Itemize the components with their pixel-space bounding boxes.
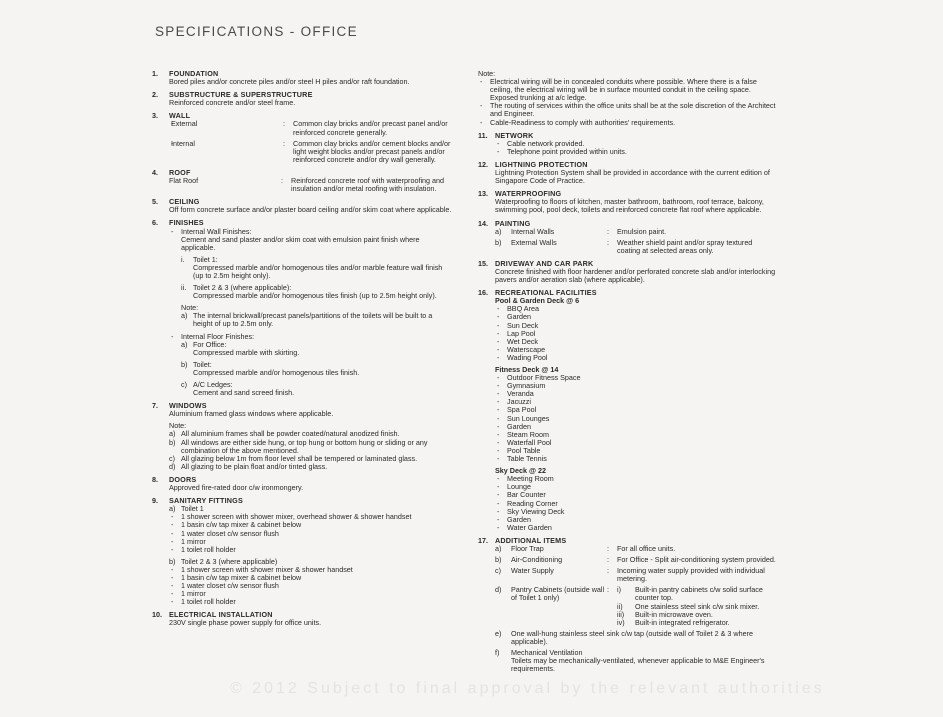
section-recreational	[478, 289, 776, 532]
list-item: - Water Garden	[495, 524, 776, 532]
toilet-1-item	[169, 256, 452, 280]
section-foundation	[152, 70, 452, 86]
list-item: - Spa Pool	[495, 406, 776, 414]
section-heading: PAINTING	[495, 218, 531, 228]
list-item: - 1 shower screen with shower mixer, overhead shower & shower handset	[169, 513, 452, 521]
list-item: - 1 toilet roll holder	[169, 546, 452, 554]
windows-note	[169, 439, 452, 455]
list-item: - Reading Corner	[495, 500, 776, 508]
section-number: 11.	[478, 130, 488, 140]
list-item: - Garden	[495, 313, 776, 321]
floor-office-item	[169, 341, 452, 357]
row-text: Common clay bricks and/or cement blocks and/or light weight blocks and/or precast panels and/or reinforced concrete and/or dry wall generally.	[293, 138, 451, 164]
item-label: iv)	[617, 617, 625, 627]
list-item: - Sky Viewing Deck	[495, 508, 776, 516]
section-number: 12.	[478, 159, 488, 169]
page-title: SPECIFICATIONS - OFFICE	[155, 24, 358, 39]
list-item: - Jacuzzi	[495, 398, 776, 406]
list-item: - 1 basin c/w tap mixer & cabinet below	[169, 574, 452, 582]
subheading: - Internal Wall Finishes:	[169, 228, 452, 236]
section-number: 6.	[152, 218, 158, 228]
list-item: - Steam Room	[495, 431, 776, 439]
list-item: - 1 water closet c/w sensor flush	[169, 582, 452, 590]
list-item: - BBQ Area	[495, 305, 776, 313]
row-text: Common clay bricks and/or precast panel and/or reinforced concrete generally.	[293, 119, 448, 137]
list-item: - Veranda	[495, 390, 776, 398]
painting-internal-row: a) Internal Walls : Emulsion paint.	[495, 228, 776, 236]
list-item: - Waterfall Pool	[495, 439, 776, 447]
section-heading: WATERPROOFING	[495, 189, 562, 199]
section-number: 16.	[478, 288, 488, 298]
section-text: Approved fire-rated door c/w ironmongery.	[169, 483, 304, 493]
item-text: Built-in pantry cabinets c/w solid surface counter top.	[635, 585, 763, 603]
note-text: The internal brickwall/precast panels/partitions of the toilets will be built to a height of up to 2.5m only.	[193, 311, 433, 329]
list-item: - Sun Lounges	[495, 415, 776, 423]
finishes-note	[169, 304, 452, 328]
section-heading: ELECTRICAL INSTALLATION	[169, 610, 273, 620]
section-number: 8.	[152, 474, 158, 484]
list-item: - Waterscape	[495, 346, 776, 354]
section-driveway	[478, 260, 776, 284]
list-item: - 1 toilet roll holder	[169, 598, 452, 606]
section-finishes	[152, 219, 452, 397]
windows-note	[169, 463, 452, 471]
section-heading: WINDOWS	[169, 401, 207, 411]
additional-ventilation	[495, 649, 776, 673]
item-heading: Toilet 1	[181, 504, 204, 514]
section-painting	[478, 220, 776, 255]
section-windows	[152, 402, 452, 471]
toilet-23-item	[169, 284, 452, 300]
electrical-notes	[478, 70, 776, 127]
section-text: Bored piles and/or concrete piles and/or steel H piles and/or raft foundation.	[169, 77, 410, 87]
item-label: a)	[181, 339, 188, 349]
list-item: - 1 basin c/w tap mixer & cabinet below	[169, 521, 452, 529]
note-text: All windows are either side hung, or top hung or bottom hung or sliding or any combination of the above mentioned.	[181, 437, 428, 455]
row-text: Emulsion paint.	[617, 226, 667, 236]
section-text: Reinforced concrete and/or steel frame.	[169, 98, 296, 108]
section-heading: NETWORK	[495, 130, 534, 140]
row-text: For all office units.	[617, 543, 676, 553]
note-heading: Note:	[169, 421, 187, 431]
list-item: - 1 mirror	[169, 538, 452, 546]
section-number: 2.	[152, 90, 158, 100]
item-label: a)	[169, 504, 176, 514]
item-label: f)	[495, 648, 500, 657]
row-text: Weather shield paint and/or spray textured coating at selected areas only.	[617, 237, 753, 255]
facility-group-heading: Fitness Deck @ 14	[495, 365, 559, 374]
item-text: Compressed marble with skirting.	[193, 347, 300, 357]
item-text: Compressed marble and/or homogenous tiles finish (up to 2.5m height only).	[193, 291, 437, 301]
item-heading: Toilet 2 & 3 (where applicable):	[193, 283, 292, 293]
section-heading: LIGHTNING PROTECTION	[495, 159, 588, 169]
section-text: 230V single phase power supply for office units.	[169, 618, 322, 628]
item-label: e)	[495, 628, 502, 638]
item-text: Toilets may be mechanically-ventilated, whenever applicable to M&E Engineer's requirements.	[511, 656, 765, 674]
section-number: 3.	[152, 111, 158, 121]
section-network	[478, 132, 776, 156]
painting-external-row: b) External Walls : Weather shield paint and/or spray textured coating at selected areas only.	[495, 239, 776, 255]
item-label: i)	[617, 585, 621, 595]
list-item: - Cable network provided.	[495, 140, 776, 148]
row-label: Internal Walls	[511, 226, 555, 236]
section-heading: ROOF	[169, 167, 191, 177]
list-item: - 1 water closet c/w sensor flush	[169, 530, 452, 538]
floor-toilet-item	[169, 361, 452, 377]
section-number: 5.	[152, 197, 158, 207]
section-electrical	[152, 611, 452, 627]
subheading: - Internal Floor Finishes:	[169, 333, 452, 341]
note-text: - The routing of services within the office units shall be at the sole discretion of the Architect and Engineer.	[478, 102, 776, 118]
row-label: Air-Conditioning	[511, 555, 563, 565]
section-heading: RECREATIONAL FACILITIES	[495, 288, 597, 298]
row-label: Water Supply	[511, 566, 554, 576]
note-text: All glazing below 1m from floor level shall be tempered or laminated glass.	[181, 453, 418, 463]
list-item: - Table Tennis	[495, 455, 776, 463]
wall-internal-row: - Internal : Common clay bricks and/or cement blocks and/or light weight blocks and/or precast panels and/or reinforced concrete and/or dry wall generally.	[169, 140, 452, 164]
row-text: Reinforced concrete roof with waterproofing and insulation and/or metal roofing with insulation.	[291, 176, 445, 194]
item-heading: Toilet 1:	[193, 254, 218, 264]
row-label: Floor Trap	[511, 543, 544, 553]
additional-water-supply: c) Water Supply : Incoming water supply provided with individual metering.	[495, 567, 776, 583]
item-label: a)	[169, 429, 176, 439]
section-text: Cement and sand plaster and/or skim coat with emulsion paint finish where applicable.	[181, 234, 420, 252]
section-number: 14.	[478, 218, 488, 228]
section-heading: CEILING	[169, 197, 200, 207]
item-heading: Mechanical Ventilation	[511, 648, 583, 657]
row-label: - External	[169, 120, 283, 136]
additional-pantry: d) Pantry Cabinets (outside wall of Toilet 1 only) : i) Built-in pantry cabinets c/w solid surface counter top. ii) One stainless steel sink c/w sink mixer. iii) Built-in microwave oven. iv) Built-in integrated refrigerator.	[495, 586, 776, 626]
section-heading: FOUNDATION	[169, 69, 219, 78]
item-text: Built-in microwave oven.	[635, 609, 713, 619]
section-heading: SANITARY FITTINGS	[169, 496, 243, 506]
item-text: Compressed marble and/or homogenous tiles and/or marble feature wall finish (up to 2.5m height only).	[193, 262, 443, 280]
list-item: - Gymnasium	[495, 382, 776, 390]
list-item: - Meeting Room	[495, 475, 776, 483]
item-text: Cement and sand screed finish.	[193, 388, 295, 398]
item-label: iii)	[617, 609, 625, 619]
item-heading: A/C Ledges:	[193, 380, 233, 389]
row-text: One wall-hung stainless steel sink c/w tap (outside wall of Toilet 2 & 3 where applicable).	[511, 628, 753, 646]
note-text: All aluminium frames shall be powder coated/natural anodized finish.	[181, 429, 400, 439]
item-label: c)	[495, 566, 501, 576]
section-substructure	[152, 91, 452, 107]
list-item: - Telephone point provided within units.	[495, 148, 776, 156]
additional-air-conditioning: b) Air-Conditioning : For Office - Split air-conditioning system provided.	[495, 555, 776, 565]
roof-row: Flat Roof : Reinforced concrete roof with waterproofing and insulation and/or metal roofing with insulation.	[169, 177, 452, 193]
section-number: 17.	[478, 535, 488, 545]
row-label: External Walls	[511, 237, 557, 247]
row-label: Flat Roof	[169, 176, 199, 186]
section-text: Waterproofing to floors of kitchen, master bathroom, bathroom, roof terrace, balcony, swimming pool, pool deck, toilets and reinforced concrete flat roof where applicable.	[495, 197, 764, 215]
section-heading: DRIVEWAY AND CAR PARK	[495, 258, 594, 268]
section-sanitary	[152, 497, 452, 606]
section-roof	[152, 169, 452, 193]
list-item: - Garden	[495, 516, 776, 524]
item-label: d)	[169, 461, 176, 471]
item-heading: Toilet 2 & 3 (where applicable)	[181, 556, 278, 566]
pantry-items	[617, 586, 776, 626]
facility-group-heading: Sky Deck @ 22	[495, 466, 546, 476]
section-additional	[478, 537, 776, 673]
item-label: b)	[169, 556, 176, 566]
section-heading: SUBSTRUCTURE & SUPERSTRUCTURE	[169, 90, 313, 100]
item-text: Built-in integrated refrigerator.	[635, 617, 730, 627]
item-label: c)	[169, 453, 175, 463]
section-heading: ADDITIONAL ITEMS	[495, 535, 567, 545]
section-heading: DOORS	[169, 474, 197, 484]
section-lightning	[478, 161, 776, 185]
note-text: - Electrical wiring will be in concealed conduits where possible. Where there is a false ceiling, the electrical wiring will be in surface mounted conduit in the ceiling space. Exposed trunking at a/c ledge.	[478, 78, 776, 102]
additional-wall-sink	[495, 630, 776, 646]
section-doors	[152, 476, 452, 492]
section-number: 4.	[152, 167, 158, 177]
section-number: 13.	[478, 189, 488, 199]
list-item: - Sun Deck	[495, 322, 776, 330]
item-label: b)	[181, 359, 188, 369]
row-label: Pantry Cabinets (outside wall of Toilet 1 only)	[511, 585, 605, 603]
row-label: - Internal	[169, 140, 283, 164]
list-item: - Wet Deck	[495, 338, 776, 346]
list-item: - 1 mirror	[169, 590, 452, 598]
list-item: - Lap Pool	[495, 330, 776, 338]
right-column	[478, 70, 776, 678]
item-label: c)	[181, 380, 187, 389]
item-label: ii)	[617, 601, 623, 611]
item-label: b)	[495, 237, 502, 247]
section-waterproofing	[478, 190, 776, 214]
section-heading: FINISHES	[169, 218, 204, 228]
list-item: - Outdoor Fitness Space	[495, 374, 776, 382]
item-label: a)	[495, 543, 502, 553]
note-heading: Note:	[181, 303, 199, 313]
row-text: Incoming water supply provided with individual metering.	[617, 566, 765, 584]
left-column	[152, 70, 452, 633]
list-item: - Garden	[495, 423, 776, 431]
item-label: b)	[495, 555, 502, 565]
item-label: b)	[169, 437, 176, 447]
section-number: 9.	[152, 496, 158, 506]
section-number: 10.	[152, 610, 162, 620]
item-label: a)	[181, 311, 188, 321]
watermark: © 2012 Subject to final approval by the relevant authorities	[230, 680, 825, 697]
row-text: For Office - Split air-conditioning system provided.	[617, 555, 776, 565]
note-text: All glazing to be plain float and/or tinted glass.	[181, 461, 328, 471]
section-text: Off form concrete surface and/or plaster board ceiling and/or skim coat where applicable.	[169, 205, 452, 215]
section-ceiling	[152, 198, 452, 214]
facility-group-heading: Pool & Garden Deck @ 6	[495, 296, 580, 306]
additional-floor-trap: a) Floor Trap : For all office units.	[495, 545, 776, 553]
item-text: One stainless steel sink c/w sink mixer.	[635, 601, 760, 611]
list-item: - Bar Counter	[495, 491, 776, 499]
section-number: 15.	[478, 258, 488, 268]
section-number: 1.	[152, 69, 158, 78]
item-heading: For Office:	[193, 339, 227, 349]
section-text: Lightning Protection System shall be provided in accordance with the current edition of Singapore Code of Practice.	[495, 168, 770, 186]
section-heading: WALL	[169, 111, 191, 121]
floor-ac-ledge-item	[169, 381, 452, 397]
item-label: d)	[495, 585, 502, 595]
ventilation-text	[511, 649, 776, 673]
section-text: Aluminium framed glass windows where applicable.	[169, 409, 334, 419]
section-wall	[152, 112, 452, 164]
section-text: Concrete finished with floor hardener and/or perforated concrete slab and/or interlocking pavers and/or aeration slab (where applicable).	[495, 266, 776, 285]
list-item: - 1 shower screen with shower mixer & shower handset	[169, 566, 452, 574]
note-text: - Cable-Readiness to comply with authorities' requirements.	[478, 119, 776, 127]
item-heading: Toilet:	[193, 359, 212, 369]
item-label: i.	[181, 254, 185, 264]
item-text: Compressed marble and/or homogenous tiles finish.	[193, 367, 360, 377]
list-item: - Lounge	[495, 483, 776, 491]
list-item: - Pool Table	[495, 447, 776, 455]
item-label: a)	[495, 226, 502, 236]
list-item: - Wading Pool	[495, 354, 776, 362]
note-heading: Note:	[478, 69, 496, 78]
section-number: 7.	[152, 401, 158, 411]
wall-external-row: - External : Common clay bricks and/or precast panel and/or reinforced concrete generally.	[169, 120, 452, 136]
item-label: ii.	[181, 283, 187, 293]
